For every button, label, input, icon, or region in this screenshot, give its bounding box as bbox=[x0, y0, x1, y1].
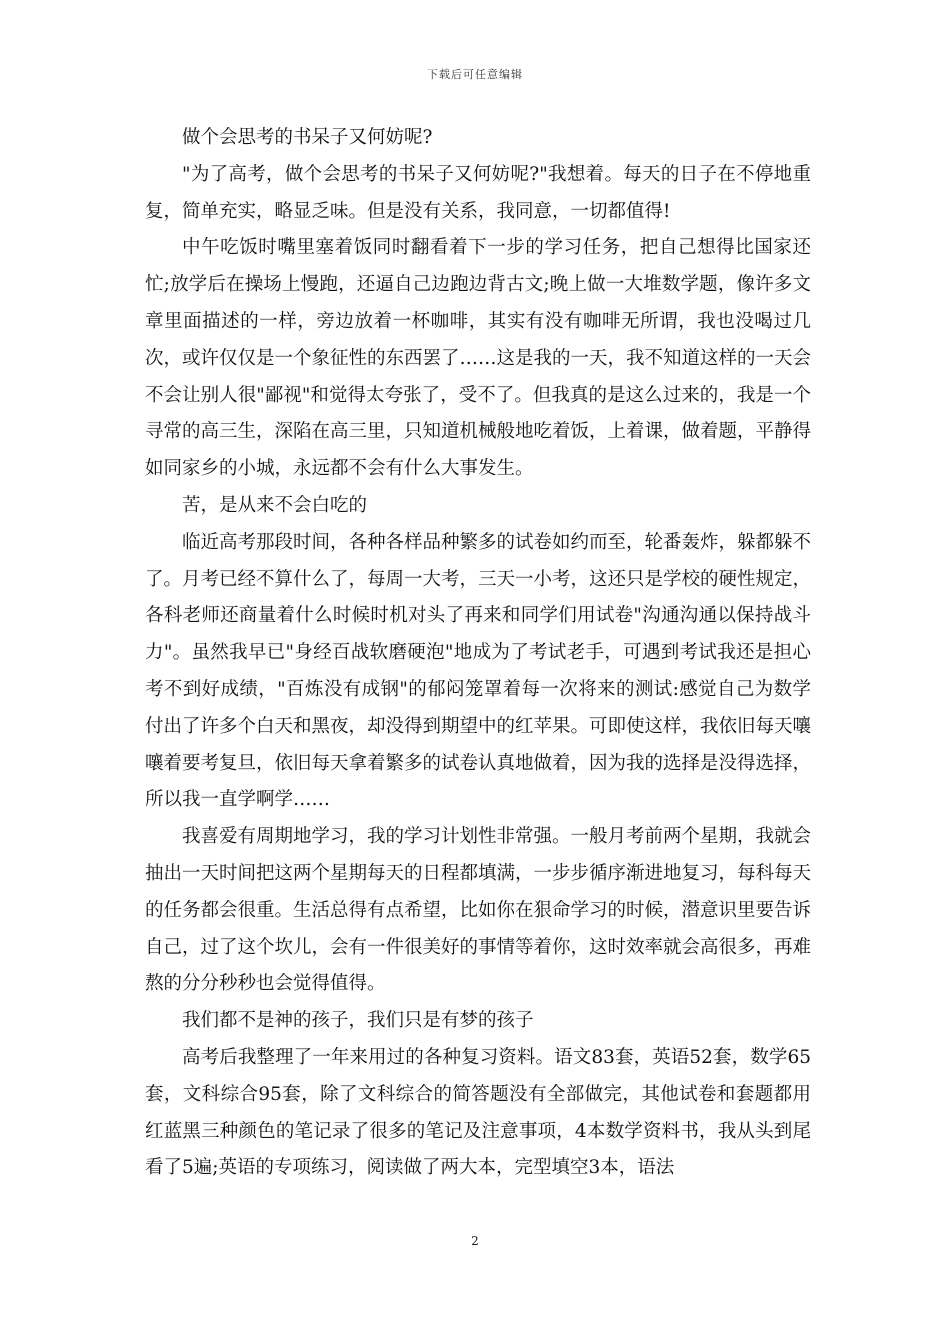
document-body bbox=[145, 120, 811, 1187]
header-note: 下载后可任意编辑 bbox=[427, 68, 523, 81]
section-heading: 苦，是从来不会白吃的 bbox=[182, 494, 368, 516]
body-paragraph: 中午吃饭时嘴里塞着饭同时翻看着下一步的学习任务，把自己想得比国家还忙;放学后在操场上慢跑，还逼自己边跑边背古文;晚上做一大堆数学题，像许多文章里面描述的一样，旁边放着一杯咖啡，其实有没有咖啡无所谓，我也没喝过几次，或许仅仅是一个象征性的东西罢了……这是我的一天，我不知道这样的一天会不会让别人很"鄙视"和觉得太夸张了，受不了。但我真的是这么过来的，我是一个寻常的高三生，深陷在高三里，只知道机械般地吃着饭，上着课，做着题，平静得如同家乡的小城，永远都不会有什么大事发生。 bbox=[145, 237, 812, 480]
body-paragraph: 临近高考那段时间，各种各样品种繁多的试卷如约而至，轮番轰炸，躲都躲不了。月考已经不算什么了，每周一大考，三天一小考，这还只是学校的硬性规定，各科老师还商量着什么时候时机对头了再来和同学们用试卷"沟通沟通以保持战斗力"。虽然我早已"身经百战软磨硬泡"地成为了考试老手，可遇到考试我还是担心考不到好成绩，"百炼没有成钢"的郁闷笼罩着每一次将来的测试:感觉自己为数学付出了许多个白天和黑夜，却没得到期望中的红苹果。可即使这样，我依旧每天嚷嚷着要考复旦，依旧每天拿着繁多的试卷认真地做着，因为我的选择是没得选择，所以我一直学啊学…… bbox=[145, 531, 812, 811]
body-paragraph: "为了高考，做个会思考的书呆子又何妨呢?"我想着。每天的日子在不停地重复，简单充实，略显乏味。但是没有关系，我同意，一切都值得! bbox=[145, 163, 811, 222]
page-number: 2 bbox=[471, 1234, 479, 1248]
body-paragraph: 高考后我整理了一年来用过的各种复习资料。语文83套，英语52套，数学65套，文科综合95套，除了文科综合的简答题没有全部做完，其他试卷和套题都用红蓝黑三种颜色的笔记录了很多的笔记及注意事项，4本数学资料书，我从头到尾看了5遍;英语的专项练习，阅读做了两大本，完型填空3本，语法 bbox=[145, 1046, 811, 1179]
body-paragraph: 我喜爱有周期地学习，我的学习计划性非常强。一般月考前两个星期，我就会抽出一天时间把这两个星期每天的日程都填满，一步步循序渐进地复习，每科每天的任务都会很重。生活总得有点希望，比如你在狠命学习的时候，潜意识里要告诉自己，过了这个坎儿，会有一件很美好的事情等着你，这时效率就会高很多，再难熬的分分秒秒也会觉得值得。 bbox=[145, 826, 812, 995]
section-heading: 我们都不是神的孩子，我们只是有梦的孩子 bbox=[182, 1010, 534, 1032]
section-heading: 做个会思考的书呆子又何妨呢? bbox=[182, 127, 433, 148]
